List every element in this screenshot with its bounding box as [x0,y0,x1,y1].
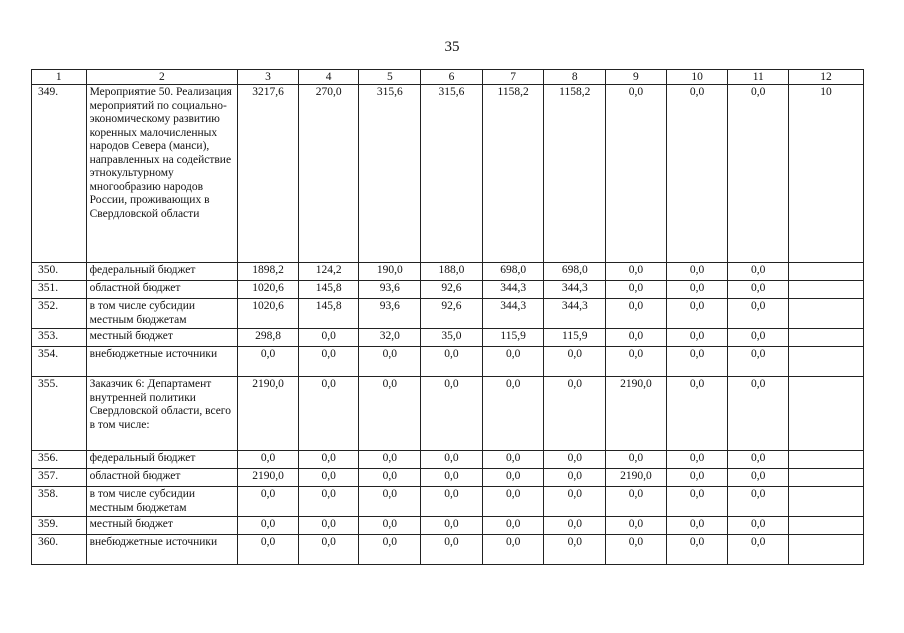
value-cell-col-5: 0,0 [359,487,421,517]
value-cell-col-12 [789,281,864,299]
value-cell-col-10: 0,0 [666,329,728,347]
value-cell-col-9: 0,0 [606,347,667,377]
value-cell-col-8: 115,9 [544,329,606,347]
column-header-8: 8 [544,70,606,85]
value-cell-col-5: 93,6 [359,281,421,299]
value-cell-col-7: 0,0 [482,469,544,487]
value-cell-col-4: 0,0 [298,535,359,565]
table-row [32,487,864,517]
value-cell-col-4: 0,0 [298,517,359,535]
value-cell-col-11: 0,0 [728,85,789,263]
value-cell-col-3: 0,0 [238,347,299,377]
value-cell-col-4: 0,0 [298,451,359,469]
column-header-12: 12 [789,70,864,85]
value-cell-col-12 [789,329,864,347]
table-row [32,535,864,565]
value-cell-col-9: 0,0 [606,451,667,469]
table-header-row [32,70,864,85]
value-cell-col-12 [789,469,864,487]
value-cell-col-9: 0,0 [606,329,667,347]
value-cell-col-10: 0,0 [666,377,728,451]
row-description: Мероприятие 50. Реализация мероприятий по социально-экономическому развитию коренных малочисленных народов Севера (манси), направленных на содействие этнокультурному многообразию народов России, проживающих в Свердловской области [86,85,238,263]
value-cell-col-7: 698,0 [482,263,544,281]
value-cell-col-6: 188,0 [421,263,483,281]
value-cell-col-5: 0,0 [359,469,421,487]
value-cell-col-4: 0,0 [298,329,359,347]
value-cell-col-5: 0,0 [359,347,421,377]
row-number: 352. [32,299,87,329]
value-cell-col-8: 344,3 [544,281,606,299]
value-cell-col-3: 0,0 [238,535,299,565]
value-cell-col-5: 32,0 [359,329,421,347]
value-cell-col-3: 1898,2 [238,263,299,281]
value-cell-col-9: 0,0 [606,85,667,263]
row-number: 349. [32,85,87,263]
value-cell-col-8: 1158,2 [544,85,606,263]
table-row [32,85,864,263]
value-cell-col-4: 145,8 [298,299,359,329]
value-cell-col-6: 0,0 [421,451,483,469]
value-cell-col-6: 315,6 [421,85,483,263]
column-header-3: 3 [238,70,299,85]
value-cell-col-5: 0,0 [359,451,421,469]
value-cell-col-12 [789,451,864,469]
value-cell-col-11: 0,0 [728,377,789,451]
value-cell-col-6: 0,0 [421,487,483,517]
value-cell-col-4: 0,0 [298,347,359,377]
value-cell-col-7: 0,0 [482,487,544,517]
table-row [32,517,864,535]
value-cell-col-10: 0,0 [666,535,728,565]
column-header-10: 10 [666,70,728,85]
value-cell-col-8: 344,3 [544,299,606,329]
value-cell-col-3: 3217,6 [238,85,299,263]
value-cell-col-11: 0,0 [728,487,789,517]
value-cell-col-12 [789,517,864,535]
value-cell-col-8: 0,0 [544,517,606,535]
value-cell-col-6: 0,0 [421,517,483,535]
value-cell-col-6: 0,0 [421,469,483,487]
value-cell-col-10: 0,0 [666,299,728,329]
table-row [32,377,864,451]
value-cell-col-12 [789,487,864,517]
value-cell-col-4: 145,8 [298,281,359,299]
value-cell-col-8: 0,0 [544,347,606,377]
row-description: местный бюджет [86,517,238,535]
value-cell-col-6: 0,0 [421,377,483,451]
value-cell-col-11: 0,0 [728,299,789,329]
value-cell-col-5: 0,0 [359,517,421,535]
column-header-2: 2 [86,70,238,85]
value-cell-col-8: 0,0 [544,535,606,565]
table-row [32,281,864,299]
column-header-7: 7 [482,70,544,85]
value-cell-col-7: 0,0 [482,517,544,535]
row-description: внебюджетные источники [86,347,238,377]
row-description: внебюджетные источники [86,535,238,565]
table-row [32,329,864,347]
value-cell-col-11: 0,0 [728,347,789,377]
value-cell-col-3: 1020,6 [238,281,299,299]
value-cell-col-7: 0,0 [482,377,544,451]
value-cell-col-11: 0,0 [728,535,789,565]
row-description: местный бюджет [86,329,238,347]
value-cell-col-7: 0,0 [482,451,544,469]
value-cell-col-3: 1020,6 [238,299,299,329]
value-cell-col-4: 0,0 [298,487,359,517]
value-cell-col-10: 0,0 [666,281,728,299]
value-cell-col-11: 0,0 [728,517,789,535]
column-header-6: 6 [421,70,483,85]
row-description: Заказчик 6: Департамент внутренней политики Свердловской области, всего в том числе: [86,377,238,451]
row-number: 354. [32,347,87,377]
column-header-4: 4 [298,70,359,85]
value-cell-col-4: 0,0 [298,377,359,451]
value-cell-col-10: 0,0 [666,451,728,469]
row-number: 357. [32,469,87,487]
value-cell-col-7: 1158,2 [482,85,544,263]
value-cell-col-11: 0,0 [728,451,789,469]
value-cell-col-10: 0,0 [666,517,728,535]
value-cell-col-6: 92,6 [421,281,483,299]
page-number: 35 [444,39,460,55]
value-cell-col-9: 0,0 [606,299,667,329]
value-cell-col-3: 0,0 [238,517,299,535]
value-cell-col-8: 0,0 [544,487,606,517]
row-description: в том числе субсидии местным бюджетам [86,299,238,329]
value-cell-col-7: 115,9 [482,329,544,347]
row-description: областной бюджет [86,469,238,487]
value-cell-col-5: 93,6 [359,299,421,329]
column-header-9: 9 [606,70,667,85]
row-number: 353. [32,329,87,347]
value-cell-col-12 [789,299,864,329]
value-cell-col-7: 0,0 [482,535,544,565]
row-number: 360. [32,535,87,565]
row-number: 359. [32,517,87,535]
value-cell-col-4: 0,0 [298,469,359,487]
value-cell-col-12 [789,535,864,565]
budget-table [31,69,864,565]
value-cell-col-9: 0,0 [606,517,667,535]
value-cell-col-4: 124,2 [298,263,359,281]
table-row [32,451,864,469]
value-cell-col-6: 35,0 [421,329,483,347]
value-cell-col-4: 270,0 [298,85,359,263]
value-cell-col-3: 2190,0 [238,469,299,487]
value-cell-col-12 [789,263,864,281]
column-header-1: 1 [32,70,87,85]
value-cell-col-5: 0,0 [359,535,421,565]
table-row [32,347,864,377]
value-cell-col-5: 190,0 [359,263,421,281]
value-cell-col-8: 0,0 [544,451,606,469]
value-cell-col-11: 0,0 [728,281,789,299]
value-cell-col-6: 92,6 [421,299,483,329]
value-cell-col-6: 0,0 [421,535,483,565]
value-cell-col-7: 344,3 [482,281,544,299]
row-number: 355. [32,377,87,451]
value-cell-col-11: 0,0 [728,469,789,487]
value-cell-col-12 [789,347,864,377]
value-cell-col-3: 298,8 [238,329,299,347]
row-number: 356. [32,451,87,469]
value-cell-col-9: 0,0 [606,535,667,565]
value-cell-col-3: 2190,0 [238,377,299,451]
value-cell-col-6: 0,0 [421,347,483,377]
value-cell-col-5: 0,0 [359,377,421,451]
row-description: федеральный бюджет [86,263,238,281]
row-number: 351. [32,281,87,299]
value-cell-col-9: 0,0 [606,263,667,281]
column-header-11: 11 [728,70,789,85]
value-cell-col-9: 0,0 [606,281,667,299]
value-cell-col-3: 0,0 [238,451,299,469]
value-cell-col-10: 0,0 [666,487,728,517]
value-cell-col-10: 0,0 [666,469,728,487]
table-row [32,263,864,281]
value-cell-col-9: 2190,0 [606,377,667,451]
value-cell-col-3: 0,0 [238,487,299,517]
value-cell-col-5: 315,6 [359,85,421,263]
table-row [32,299,864,329]
column-header-5: 5 [359,70,421,85]
row-number: 358. [32,487,87,517]
value-cell-col-8: 0,0 [544,377,606,451]
row-description: областной бюджет [86,281,238,299]
value-cell-col-7: 0,0 [482,347,544,377]
table-row [32,469,864,487]
value-cell-col-11: 0,0 [728,329,789,347]
value-cell-col-8: 0,0 [544,469,606,487]
value-cell-col-9: 2190,0 [606,469,667,487]
row-description: федеральный бюджет [86,451,238,469]
value-cell-col-7: 344,3 [482,299,544,329]
value-cell-col-12 [789,377,864,451]
value-cell-col-9: 0,0 [606,487,667,517]
row-number: 350. [32,263,87,281]
value-cell-col-10: 0,0 [666,347,728,377]
value-cell-col-11: 0,0 [728,263,789,281]
value-cell-col-12: 10 [789,85,864,263]
value-cell-col-8: 698,0 [544,263,606,281]
row-description: в том числе субсидии местным бюджетам [86,487,238,517]
value-cell-col-10: 0,0 [666,85,728,263]
value-cell-col-10: 0,0 [666,263,728,281]
